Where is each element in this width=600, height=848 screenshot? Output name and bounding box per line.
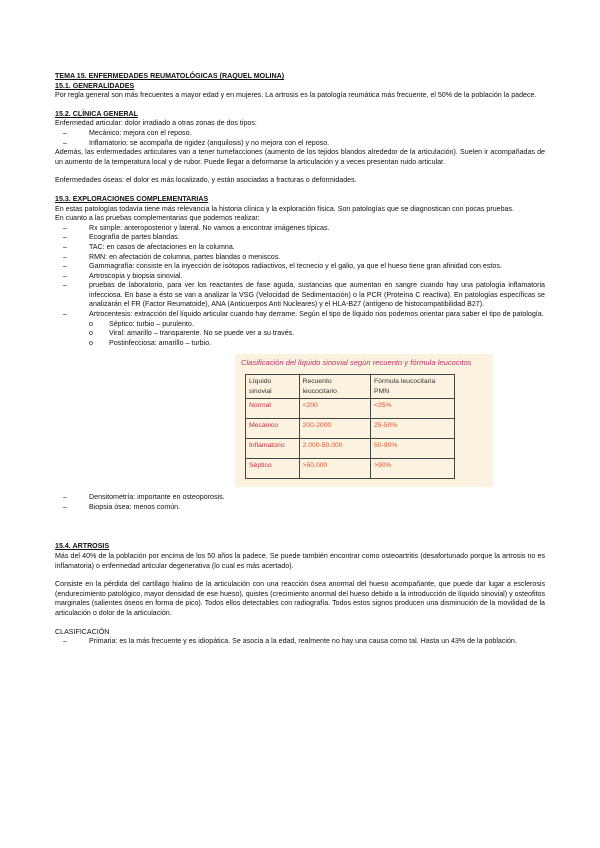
table-cell: 2.000-50.000 (299, 439, 371, 459)
synovial-table (245, 374, 455, 479)
document-title: TEMA 15. ENFERMEDADES REUMATOLÓGICAS (RAQUEL MOLINA) (55, 72, 285, 80)
table-header: Fórmula leucocitaria PMN (371, 375, 455, 399)
table-cell: Séptico (246, 459, 300, 479)
list-item: – Biopsia ósea: menos común. (55, 503, 545, 513)
list-item: – Inflamatorio: se acompaña de rigidez (anquilosis) y no mejora con el reposo. (55, 139, 545, 149)
table-row (246, 439, 455, 459)
table-header-row (246, 375, 455, 399)
list-item: – Gammagrafía: consiste en la inyección de isótopos radiactivos, el tecnecio y el galio, ya que el hueso tiene gran afinidad con estos. (55, 262, 545, 272)
pruebas-list (55, 224, 545, 320)
list-item: – Artrocentesis: extracción del líquido articular cuando hay derrame. Según el tipo de líquido nos podemos orientar para saber el tipo de patología. (55, 310, 545, 320)
section-heading-clinica: 15.2. CLÍNICA GENERAL (55, 109, 138, 118)
clasificacion-heading: CLASIFICACIÓN (55, 627, 110, 636)
liquido-list (55, 320, 545, 349)
table-cell: Inflamatorio (246, 439, 300, 459)
table-header: Líquido sinovial (246, 375, 300, 399)
table-cell: <200 (299, 399, 371, 419)
paragraph-artrosis-2: Consiste en la pérdida del cartílago hialino de la articulación con una reacción ósea anormal del hueso acompañante, que puede dar lugar a esclerosis (endurecimiento patológico, mayor densidad de ese hueso), quistes (crecimiento anormal del hueso debido a la introducción de líquido sinovial) y osteofitos marginales (salientes óseos en forma de pico). Todos ellos detectables con radiografía. Todos estos signos producen una disminución de la movilidad de la articulación o dolor de la articulación. (55, 580, 545, 617)
list-item: – Primaria: es la más frecuente y es idiopática. Se asocia a la edad, realmente no hay una causa como tal. Hasta un 43% de la población. (55, 637, 545, 647)
table-cell: <25% (371, 399, 455, 419)
list-item: – Ecografía de partes blandas. (55, 233, 545, 243)
list-item: – pruebas de laboratorio, para ver los reactantes de fase aguda, sustancias que aumentan en sangre cuando hay una patología inflamatoria infecciosa. En base a ésto se van a analizar la VSG (Velocidad de Sedimentación) o la PCR (Proteína C reactiva). En patologías específicas se analizarán el FR (Factor Reumatoide), ANA (Anticuerpos Anti Nucleares) y el HLA-B27 (antígeno de histocompatibilidad B27). (55, 281, 545, 310)
table-cell: 200-2000 (299, 419, 371, 439)
table-cell: >50.000 (299, 459, 371, 479)
paragraph-oseas: Enfermedades óseas: el dolor es más localizado, y están asociadas a fracturas o deformidades. (55, 176, 357, 185)
paragraph-exploraciones: En estas patologías todavía tiene más relevancia la historia clínica y la exploración física. Son patologías que se diagnostican con pocas pruebas. (55, 204, 515, 213)
list-item: – TAC: en casos de afectaciones en la columna. (55, 243, 545, 253)
clinica-intro: Enfermedad articular: dolor irradiado a otras zonas de dos tipos: (55, 119, 257, 128)
table-row (246, 399, 455, 419)
list-item: o Postinfecciosa: amarillo – turbio. (55, 339, 545, 349)
list-item: – Mecánico: mejora con el reposo. (55, 129, 545, 139)
clasificacion-list (55, 637, 545, 647)
table-row (246, 459, 455, 479)
document-page (55, 72, 545, 647)
section-heading-generalidades: 15.1. GENERALIDADES (55, 81, 135, 90)
list-item: o Viral: amarillo – transparente. No se puede ver a su través. (55, 329, 545, 339)
paragraph-artrosis-1: Más del 40% de la población por encima de los 50 años la padece. Se puede también encontrar como osteoartritis (desafortunado porque la artrosis no es inflamatoria) o enfermedad articular degenerativa (lo cual es más acertado). (55, 552, 545, 570)
table-cell: 25-50% (371, 419, 455, 439)
list-item: o Séptico: turbio – purulento. (55, 320, 545, 330)
table-cell: Mecánico (246, 419, 300, 439)
section-heading-exploraciones: 15.3. EXPLORACIONES COMPLEMENTARIAS (55, 194, 209, 203)
table-header: Recuento leucocitario (299, 375, 371, 399)
table-cell: Normal (246, 399, 300, 419)
synovial-fluid-figure (235, 354, 493, 487)
figure-title: Clasificación del líquido sinovial según recuento y fórmula leucocitos (241, 358, 472, 368)
table-row (246, 419, 455, 439)
paragraph-clinica: Además, las enfermedades articulares van a tener tumefacciones (aumento de los tejidos blandos alrededor de la articulación). Suelen ir acompañadas de un aumento de la temperatura local y de rubor. Puede llegar a deformarse la articulación y a veces presentan ruido articular. (55, 148, 545, 166)
paragraph-generalidades: Por regla general son más frecuentes a mayor edad y en mujeres. La artrosis es la patología reumática más frecuente, el 50% de la población la padece. (55, 91, 537, 100)
list-item: – Artroscopia y biopsia sinovial. (55, 272, 545, 282)
clinica-list (55, 129, 545, 148)
list-item: – Densitometría: importante en osteoporosis. (55, 493, 545, 503)
list-item: – RMN: en afectación de columna, partes blandas o meniscos. (55, 253, 545, 263)
section-heading-artrosis: 15.4. ARTROSIS (55, 542, 110, 551)
pruebas-list-2 (55, 493, 545, 512)
exploraciones-intro: En cuanto a las pruebas complementarias que podemos realizar: (55, 214, 260, 223)
list-item: – Rx simple: anteroposterior y lateral. No vamos a encontrar imágenes típicas. (55, 224, 545, 234)
table-cell: >90% (371, 459, 455, 479)
table-cell: 50-90% (371, 439, 455, 459)
